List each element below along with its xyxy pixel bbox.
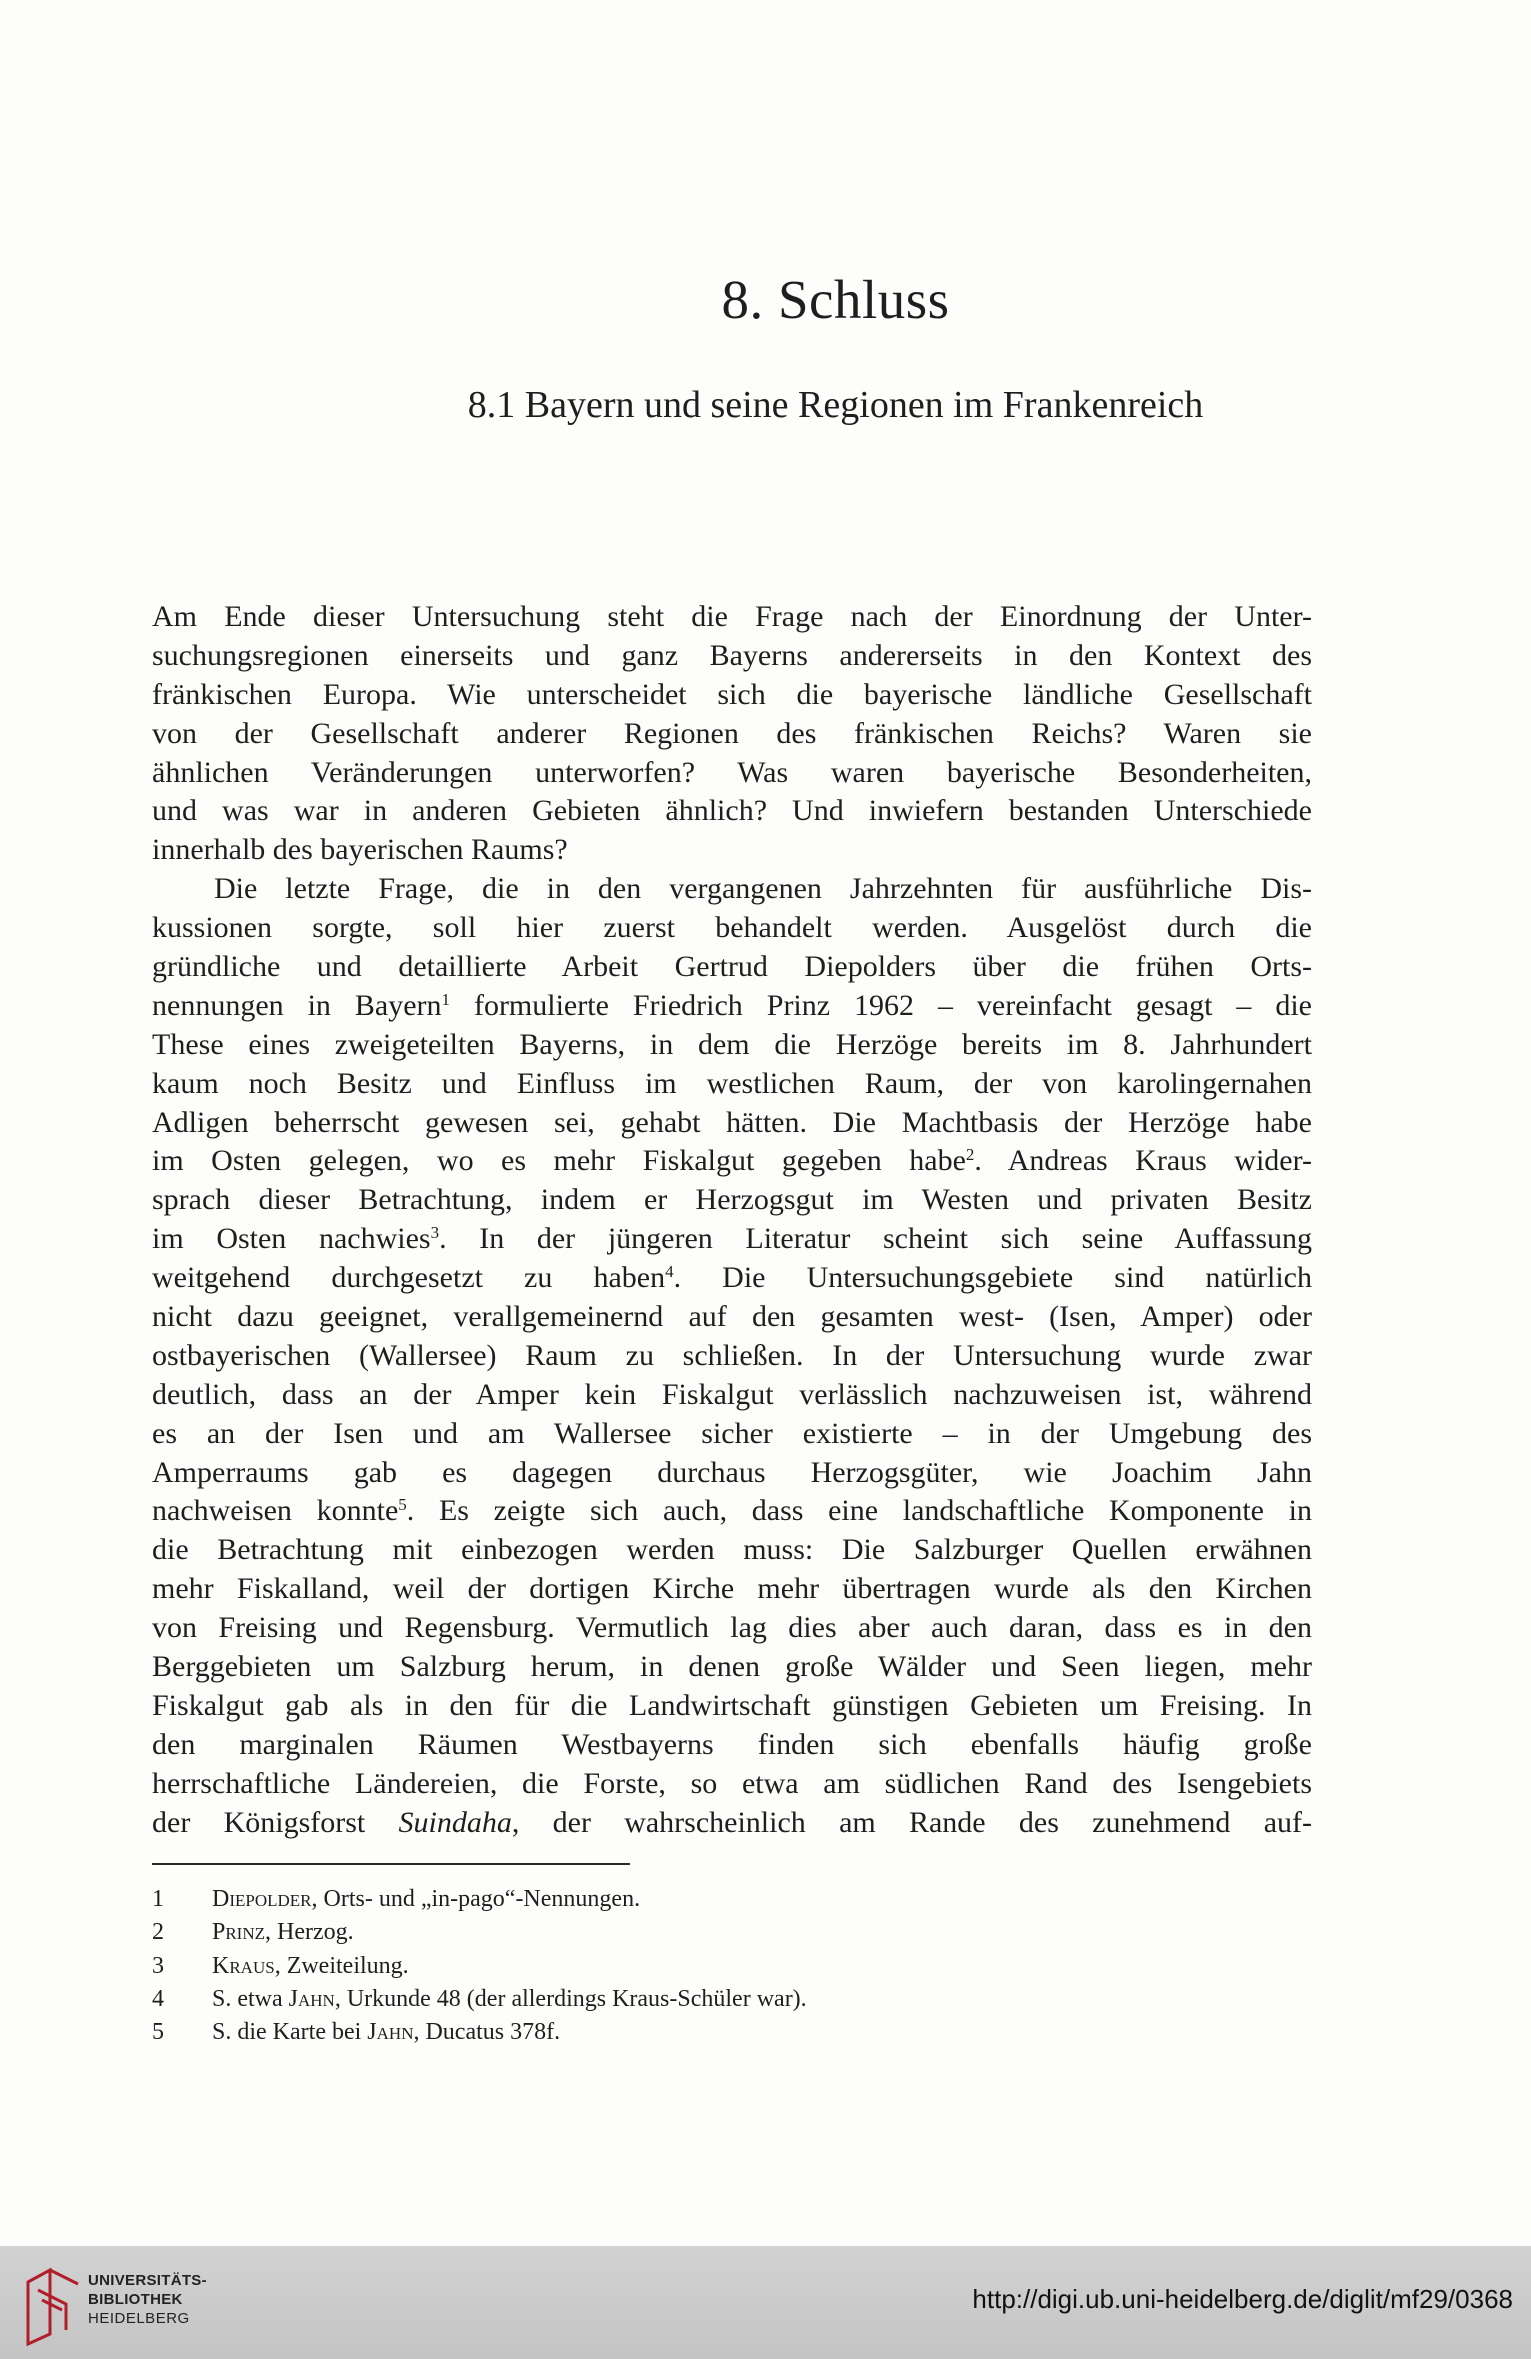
text-line bbox=[152, 1220, 1312, 1259]
footnote-rest: , Orts- und „in-pago“-Nennungen. bbox=[311, 1886, 641, 1912]
text-segment: der Königsforst bbox=[152, 1805, 399, 1839]
footnote-author: Jahn bbox=[367, 2019, 414, 2046]
text-line: und was war in anderen Gebieten ähnlich? Und inwiefern bestanden Unterschiede bbox=[152, 794, 1312, 828]
footnote-rest: , Herzog. bbox=[265, 1919, 354, 1946]
text-line: Adligen beherrscht gewesen sei, gehabt hätten. Die Machtbasis der Herzöge habe bbox=[152, 1105, 1312, 1139]
text-line: deutlich, dass an der Amper kein Fiskalgut verlässlich nachzuweisen ist, während bbox=[152, 1377, 1312, 1411]
paragraph-1 bbox=[152, 598, 1312, 870]
footnote-item bbox=[152, 2016, 1152, 2049]
footnote-ref-2[interactable]: 2 bbox=[965, 1145, 975, 1165]
text-segment: formulierte Friedrich Prinz 1962 – vereinfacht gesagt – die bbox=[450, 988, 1312, 1022]
university-library-logo-icon bbox=[22, 2260, 86, 2346]
footnote-number: 5 bbox=[152, 2019, 164, 2046]
text-line bbox=[152, 1804, 1312, 1843]
footnote-text bbox=[212, 1916, 354, 1949]
text-line: herrschaftliche Ländereien, die Forste, so etwa am südlichen Rand des Isengebiets bbox=[152, 1766, 1312, 1800]
footnote-author: Diepolder bbox=[212, 1886, 312, 1912]
footnote-number: 1 bbox=[152, 1886, 164, 1912]
paragraph-2 bbox=[152, 870, 1312, 1842]
footnote-text bbox=[212, 2016, 560, 2049]
text-line bbox=[152, 1259, 1312, 1298]
body-text bbox=[152, 598, 1312, 1843]
footnote-text bbox=[212, 1950, 409, 1983]
text-line: von Freising und Regensburg. Vermutlich lag dies aber auch daran, dass es in den bbox=[152, 1611, 1312, 1645]
footnote-item bbox=[152, 1883, 1152, 1916]
text-line: kaum noch Besitz und Einfluss im westlichen Raum, der von karolingernahen bbox=[152, 1066, 1312, 1100]
text-segment: . Die Untersuchungsgebiete sind natürlich bbox=[673, 1261, 1312, 1295]
footnote-item bbox=[152, 1916, 1152, 1949]
text-segment: . In der jüngeren Literatur scheint sich seine Auffassung bbox=[439, 1222, 1313, 1256]
footnote-author: Prinz bbox=[212, 1919, 266, 1946]
text-line: die Betrachtung mit einbezogen werden muss: Die Salzburger Quellen erwähnen bbox=[152, 1533, 1312, 1567]
footnote-author: Kraus bbox=[212, 1952, 275, 1979]
text-line: mehr Fiskalland, weil der dortigen Kirche mehr übertragen wurde als den Kirchen bbox=[152, 1572, 1312, 1606]
footnotes bbox=[152, 1883, 1152, 2049]
chapter-title: 8. Schluss bbox=[721, 269, 950, 330]
footnote-text bbox=[212, 1883, 640, 1916]
footnote-rest: , Zweiteilung. bbox=[274, 1952, 409, 1979]
library-line-1: UNIVERSITÄTS- bbox=[88, 2272, 207, 2289]
text-line bbox=[152, 987, 1312, 1026]
text-line: ostbayerischen (Wallersee) Raum zu schließen. In der Untersuchung wurde zwar bbox=[152, 1338, 1312, 1372]
footnote-number: 4 bbox=[152, 1985, 164, 2012]
text-line: Amperraums gab es dagegen durchaus Herzogsgüter, wie Joachim Jahn bbox=[152, 1455, 1312, 1489]
source-url-link[interactable]: http://digi.ub.uni-heidelberg.de/diglit/mf29/0368 bbox=[972, 2284, 1513, 2314]
footnote-divider bbox=[152, 1863, 630, 1865]
footnote-number: 3 bbox=[152, 1952, 164, 1979]
text-line: Fiskalgut gab als in den für die Landwirtschaft günstigen Gebieten um Freising. In bbox=[152, 1688, 1312, 1722]
text-segment: im Osten nachwies bbox=[152, 1222, 431, 1256]
footnote-ref-4[interactable]: 4 bbox=[665, 1262, 674, 1282]
italic-term: Suindaha bbox=[398, 1805, 512, 1839]
text-segment: nennungen in Bayern bbox=[152, 988, 442, 1022]
text-line: den marginalen Räumen Westbayerns finden sich ebenfalls häufig große bbox=[152, 1727, 1312, 1761]
library-line-3: HEIDELBERG bbox=[88, 2310, 190, 2327]
text-line: nicht dazu geeignet, verallgemeinernd auf den gesamten west- (Isen, Amper) oder bbox=[152, 1300, 1312, 1334]
section-title: 8.1 Bayern und seine Regionen im Frankenreich bbox=[467, 384, 1204, 426]
text-line bbox=[152, 1492, 1312, 1531]
text-line: fränkischen Europa. Wie unterscheidet sich die bayerische ländliche Gesellschaft bbox=[152, 677, 1312, 711]
text-segment: . Andreas Kraus wider- bbox=[974, 1144, 1312, 1178]
text-segment: im Osten gelegen, wo es mehr Fiskalgut gegeben habe bbox=[152, 1144, 966, 1178]
text-line: Am Ende dieser Untersuchung steht die Frage nach der Einordnung der Unter- bbox=[152, 600, 1312, 633]
footnote-number: 2 bbox=[152, 1919, 164, 1946]
text-segment: nachweisen konnte bbox=[152, 1494, 399, 1528]
library-line-2: BIBLIOTHEK bbox=[88, 2291, 183, 2308]
footnote-item bbox=[152, 1983, 1152, 2016]
footnote-ref-3[interactable]: 3 bbox=[430, 1223, 440, 1243]
text-line: gründliche und detaillierte Arbeit Gertrud Diepolders über die frühen Orts- bbox=[152, 950, 1312, 984]
text-line: kussionen sorgte, soll hier zuerst behandelt werden. Ausgelöst durch die bbox=[152, 911, 1312, 945]
footnote-text bbox=[212, 1983, 807, 2016]
footnote-prefix: S. etwa bbox=[212, 1985, 289, 2012]
text-segment: weitgehend durchgesetzt zu haben bbox=[152, 1261, 666, 1295]
footnote-rest: , Urkunde 48 (der allerdings Kraus-Schüler war). bbox=[334, 1985, 807, 2012]
text-line bbox=[152, 1142, 1312, 1181]
text-line: Die letzte Frage, die in den vergangenen Jahrzehnten für ausführliche Dis- bbox=[214, 872, 1312, 906]
text-line: innerhalb des bayerischen Raums? bbox=[152, 833, 568, 867]
text-segment: . Es zeigte sich auch, dass eine landschaftliche Komponente in bbox=[406, 1494, 1312, 1528]
library-name bbox=[88, 2271, 207, 2328]
text-line: von der Gesellschaft anderer Regionen des fränkischen Reichs? Waren sie bbox=[152, 716, 1312, 750]
text-line: suchungsregionen einerseits und ganz Bayerns andererseits in den Kontext des bbox=[152, 638, 1312, 672]
text-segment: , der wahrscheinlich am Rande des zunehmend auf- bbox=[511, 1805, 1312, 1839]
footnote-item bbox=[152, 1950, 1152, 1983]
text-line: These eines zweigeteilten Bayerns, in dem die Herzöge bereits im 8. Jahrhundert bbox=[152, 1027, 1312, 1061]
text-line: sprach dieser Betrachtung, indem er Herzogsgut im Westen und privaten Besitz bbox=[152, 1183, 1312, 1217]
text-line: ähnlichen Veränderungen unterworfen? Was waren bayerische Besonderheiten, bbox=[152, 755, 1312, 789]
footnote-prefix: S. die Karte bei bbox=[212, 2019, 368, 2046]
footnote-rest: , Ducatus 378f. bbox=[413, 2019, 561, 2046]
footnote-author: Jahn bbox=[288, 1985, 335, 2012]
footnote-ref-5[interactable]: 5 bbox=[398, 1495, 407, 1515]
text-line: es an der Isen und am Wallersee sicher existierte – in der Umgebung des bbox=[152, 1416, 1312, 1450]
footnote-ref-1[interactable]: 1 bbox=[441, 989, 450, 1009]
text-line: Berggebieten um Salzburg herum, in denen große Wälder und Seen liegen, mehr bbox=[152, 1650, 1312, 1684]
